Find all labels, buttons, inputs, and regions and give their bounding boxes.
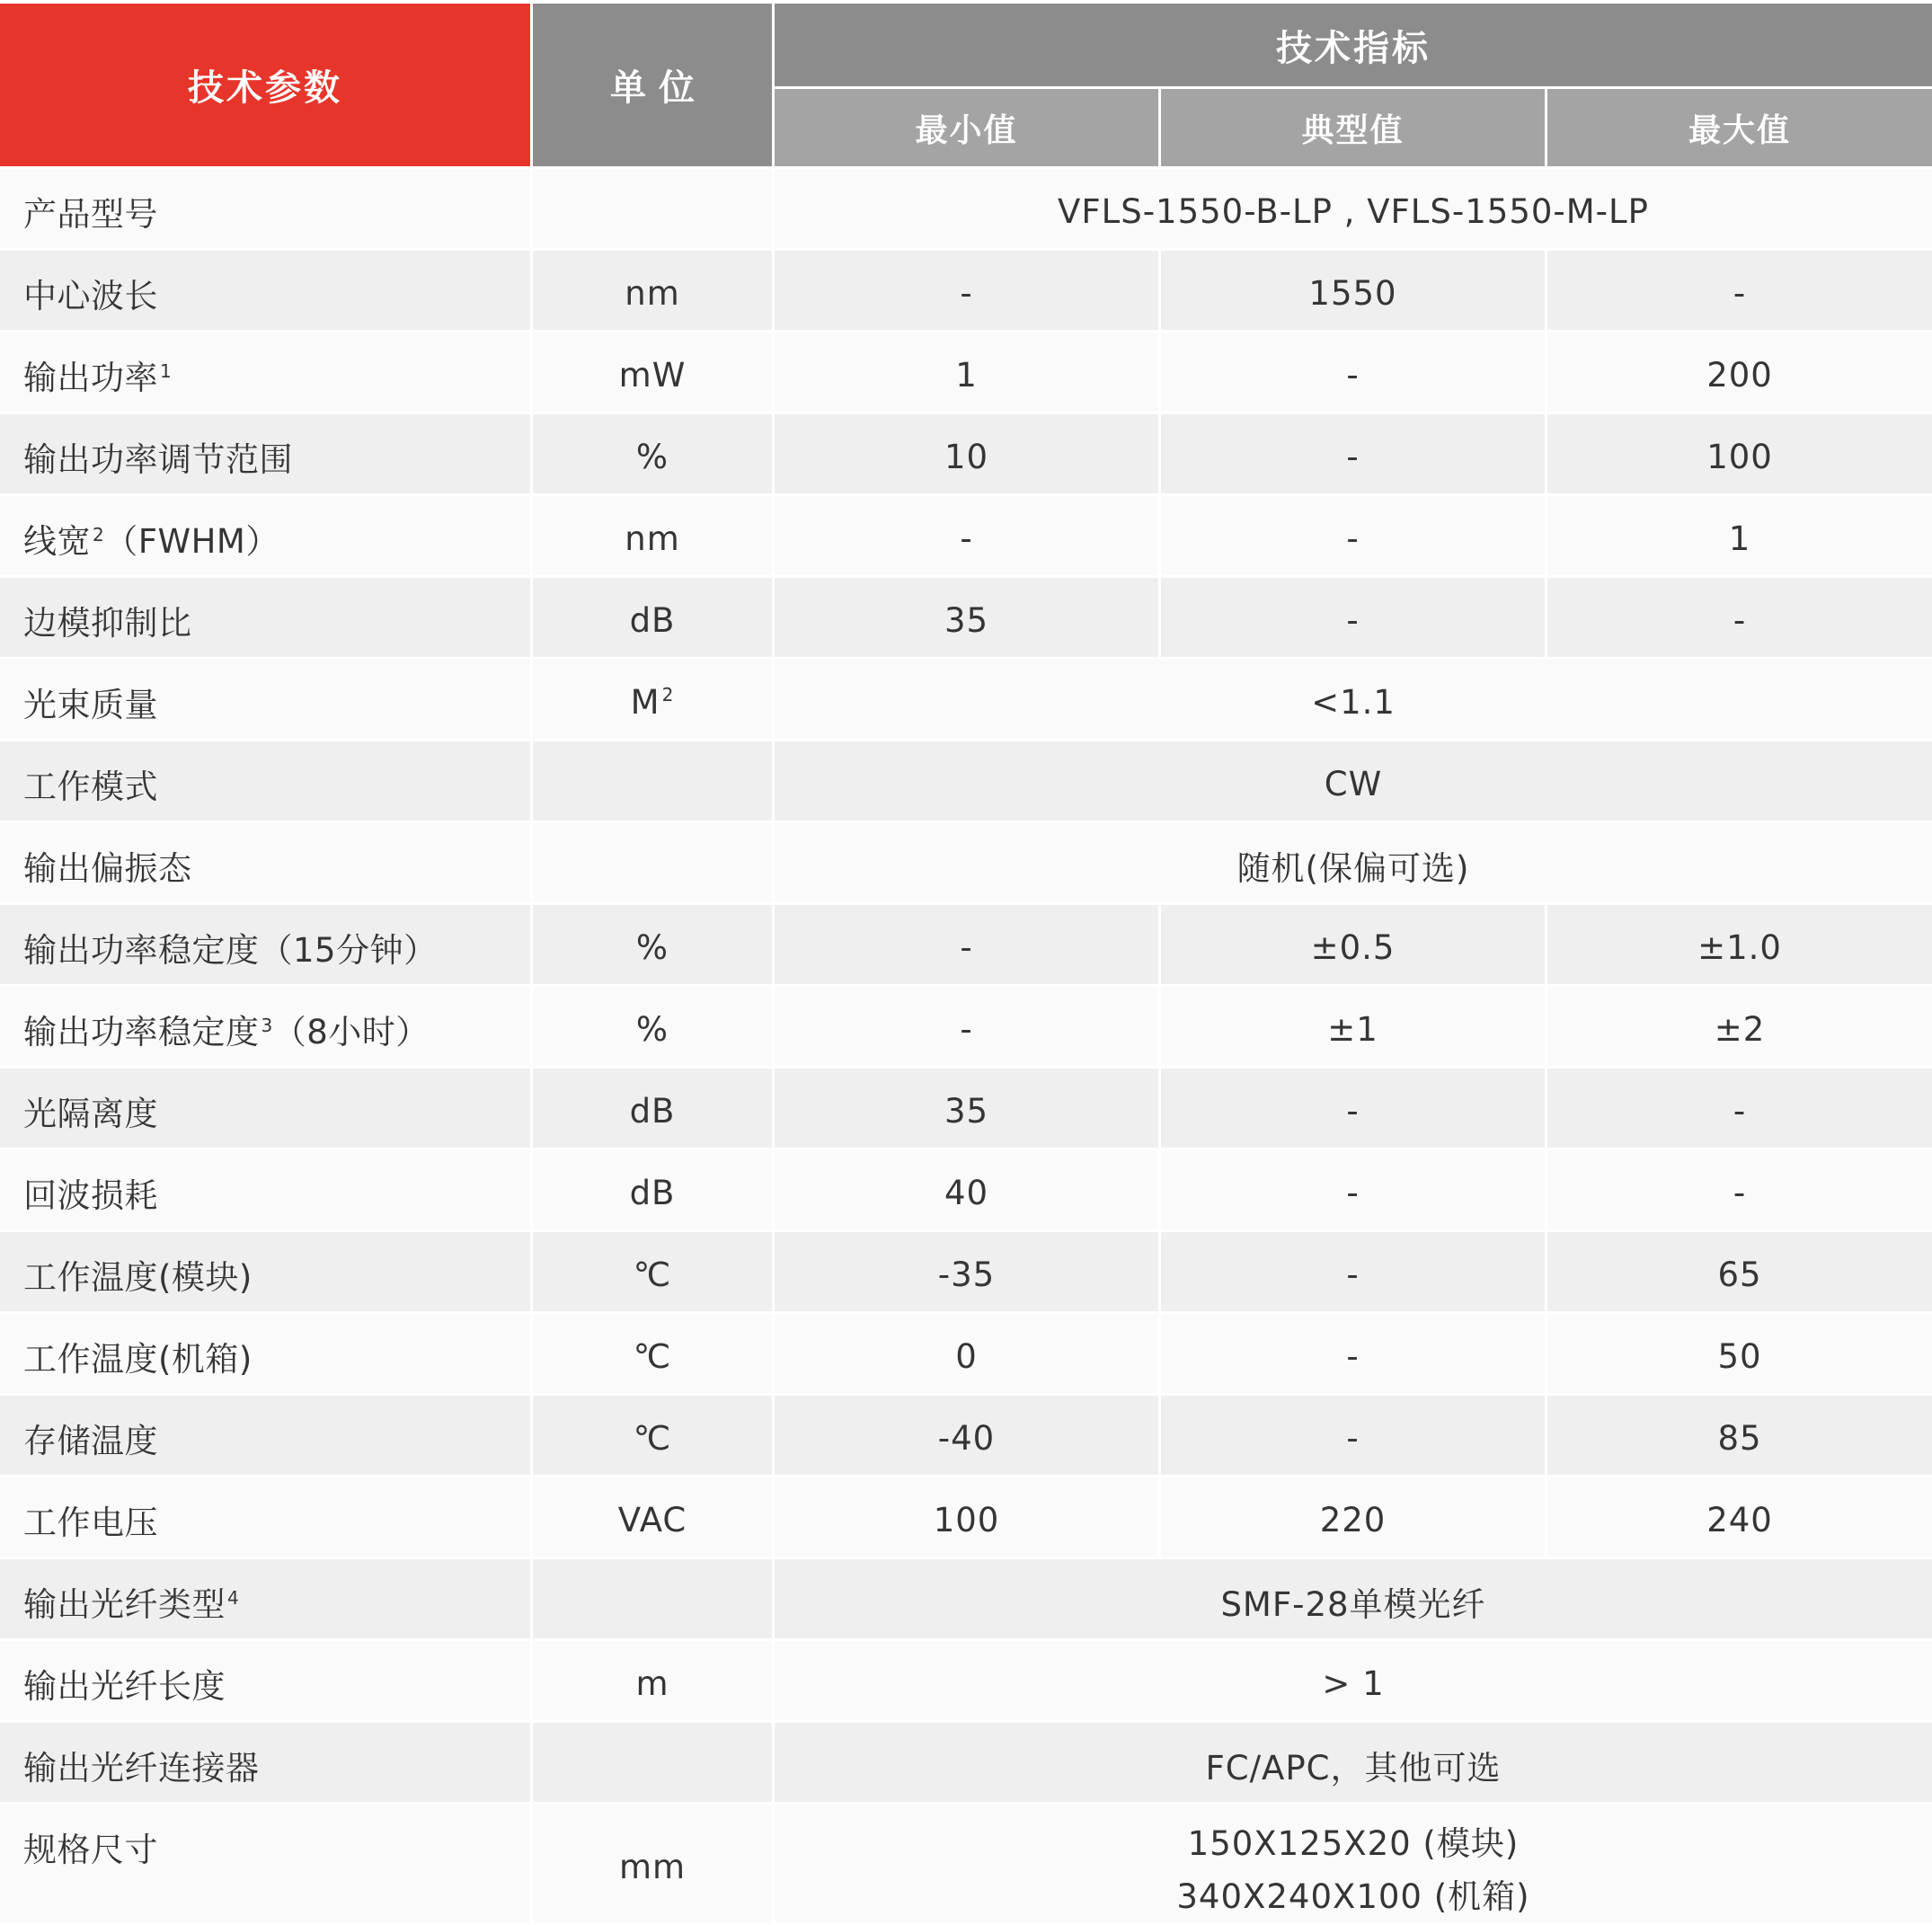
param-label: 规格尺寸 — [0, 1805, 530, 1923]
unit-superscript: 2 — [661, 684, 675, 706]
unit-cell: ℃ — [533, 1232, 772, 1311]
param-label-text — [23, 514, 279, 563]
max-value: ±1.0 — [1547, 905, 1932, 984]
unit-cell: dB — [533, 1069, 772, 1148]
param-label: 输出光纤连接器 — [0, 1723, 530, 1802]
min-value: 40 — [775, 1150, 1158, 1229]
typ-value: ±1 — [1161, 987, 1545, 1066]
unit-cell — [533, 741, 772, 821]
unit-cell: mm — [533, 1805, 772, 1923]
param-label: 回波损耗 — [0, 1150, 530, 1229]
unit-cell — [533, 823, 772, 902]
unit-cell: % — [533, 987, 772, 1066]
footnote-marker: 4 — [227, 1586, 240, 1609]
param-label — [0, 1559, 530, 1638]
header-min: 最小值 — [775, 89, 1158, 166]
merged-value: FC/APC，其他可选 — [775, 1723, 1932, 1802]
param-label-text — [23, 1005, 430, 1053]
unit-cell: mW — [533, 333, 772, 412]
param-label: 工作电压 — [0, 1477, 530, 1557]
param-label: 光隔离度 — [0, 1069, 530, 1148]
typ-value: ±0.5 — [1161, 905, 1545, 984]
unit-cell: nm — [533, 251, 772, 330]
param-label: 工作温度(模块) — [0, 1232, 530, 1311]
param-label-suffix: （8小时） — [272, 1013, 430, 1051]
merged-value-line: 150X125X20 (模块) — [1187, 1824, 1520, 1863]
param-label-main: 输出光纤类型 — [23, 1585, 226, 1624]
param-label: 输出功率调节范围 — [0, 414, 530, 493]
unit-cell: ℃ — [533, 1314, 772, 1393]
merged-value: <1.1 — [775, 660, 1932, 739]
merged-value: SMF-28单模光纤 — [775, 1559, 1932, 1638]
unit-cell: nm — [533, 496, 772, 575]
merged-value: CW — [775, 741, 1932, 821]
min-value: -35 — [775, 1232, 1158, 1311]
unit-cell: dB — [533, 578, 772, 657]
min-value: - — [775, 987, 1158, 1066]
footnote-marker: 3 — [261, 1014, 273, 1036]
typ-value: 220 — [1161, 1477, 1545, 1557]
unit-cell — [533, 1559, 772, 1638]
min-value: 0 — [775, 1314, 1158, 1393]
min-value: - — [775, 251, 1158, 330]
param-label: 输出功率稳定度（15分钟） — [0, 905, 530, 984]
max-value: 100 — [1547, 414, 1932, 493]
max-value: 50 — [1547, 1314, 1932, 1393]
typ-value: - — [1161, 578, 1545, 657]
merged-value: 随机(保偏可选) — [775, 823, 1932, 902]
param-label: 输出偏振态 — [0, 823, 530, 902]
max-value: 65 — [1547, 1232, 1932, 1311]
min-value: 100 — [775, 1477, 1158, 1557]
param-label: 工作模式 — [0, 741, 530, 821]
param-label: 中心波长 — [0, 251, 530, 330]
min-value: - — [775, 496, 1158, 575]
max-value: 240 — [1547, 1477, 1932, 1557]
max-value: 1 — [1547, 496, 1932, 575]
typ-value: - — [1161, 1069, 1545, 1148]
footnote-marker: 1 — [160, 359, 173, 382]
typ-value: 1550 — [1161, 251, 1545, 330]
param-label-suffix: （FWHM） — [104, 522, 279, 561]
min-value: 1 — [775, 333, 1158, 412]
min-value: 35 — [775, 1069, 1158, 1148]
typ-value: - — [1161, 1150, 1545, 1229]
param-label: 工作温度(机箱) — [0, 1314, 530, 1393]
unit-cell — [533, 169, 772, 248]
param-label: 边模抑制比 — [0, 578, 530, 657]
unit-cell: % — [533, 414, 772, 493]
typ-value: - — [1161, 333, 1545, 412]
unit-cell — [533, 660, 772, 739]
param-label: 光束质量 — [0, 660, 530, 739]
param-label — [0, 496, 530, 575]
unit-cell: dB — [533, 1150, 772, 1229]
unit-cell: m — [533, 1641, 772, 1720]
merged-value-lines — [1176, 1817, 1529, 1923]
param-label: 产品型号 — [0, 169, 530, 248]
param-label: 存储温度 — [0, 1396, 530, 1475]
merged-value — [775, 1805, 1932, 1923]
max-value: 85 — [1547, 1396, 1932, 1475]
min-value: 10 — [775, 414, 1158, 493]
max-value: - — [1547, 1069, 1932, 1148]
param-label-main: 线宽 — [23, 522, 91, 561]
merged-value: VFLS-1550-B-LP , VFLS-1550-M-LP — [775, 169, 1932, 248]
param-label-text — [23, 1577, 239, 1626]
header-spec: 技术指标 — [775, 4, 1932, 86]
unit-cell — [533, 1723, 772, 1802]
typ-value: - — [1161, 1314, 1545, 1393]
param-label — [0, 987, 530, 1066]
typ-value: - — [1161, 1232, 1545, 1311]
param-label: 输出光纤长度 — [0, 1641, 530, 1720]
typ-value: - — [1161, 414, 1545, 493]
unit-cell: % — [533, 905, 772, 984]
max-value: 200 — [1547, 333, 1932, 412]
merged-value: > 1 — [775, 1641, 1932, 1720]
param-label-main: 输出功率 — [23, 359, 158, 397]
header-max: 最大值 — [1547, 89, 1932, 166]
header-param: 技术参数 — [0, 4, 530, 166]
typ-value: - — [1161, 496, 1545, 575]
param-label-text — [23, 350, 172, 399]
merged-value-line: 340X240X100 (机箱) — [1176, 1877, 1530, 1916]
spec-table — [0, 4, 1932, 1923]
param-label-main: 输出功率稳定度 — [23, 1013, 260, 1051]
param-label — [0, 333, 530, 412]
max-value: - — [1547, 578, 1932, 657]
header-typ: 典型值 — [1161, 89, 1545, 166]
min-value: -40 — [775, 1396, 1158, 1475]
header-unit: 单 位 — [533, 4, 772, 166]
unit-cell: ℃ — [533, 1396, 772, 1475]
max-value: - — [1547, 251, 1932, 330]
unit-cell: VAC — [533, 1477, 772, 1557]
unit-main: M — [630, 682, 660, 722]
footnote-marker: 2 — [93, 523, 105, 546]
min-value: - — [775, 905, 1158, 984]
typ-value: - — [1161, 1396, 1545, 1475]
max-value: ±2 — [1547, 987, 1932, 1066]
min-value: 35 — [775, 578, 1158, 657]
max-value: - — [1547, 1150, 1932, 1229]
unit-text — [631, 683, 675, 722]
